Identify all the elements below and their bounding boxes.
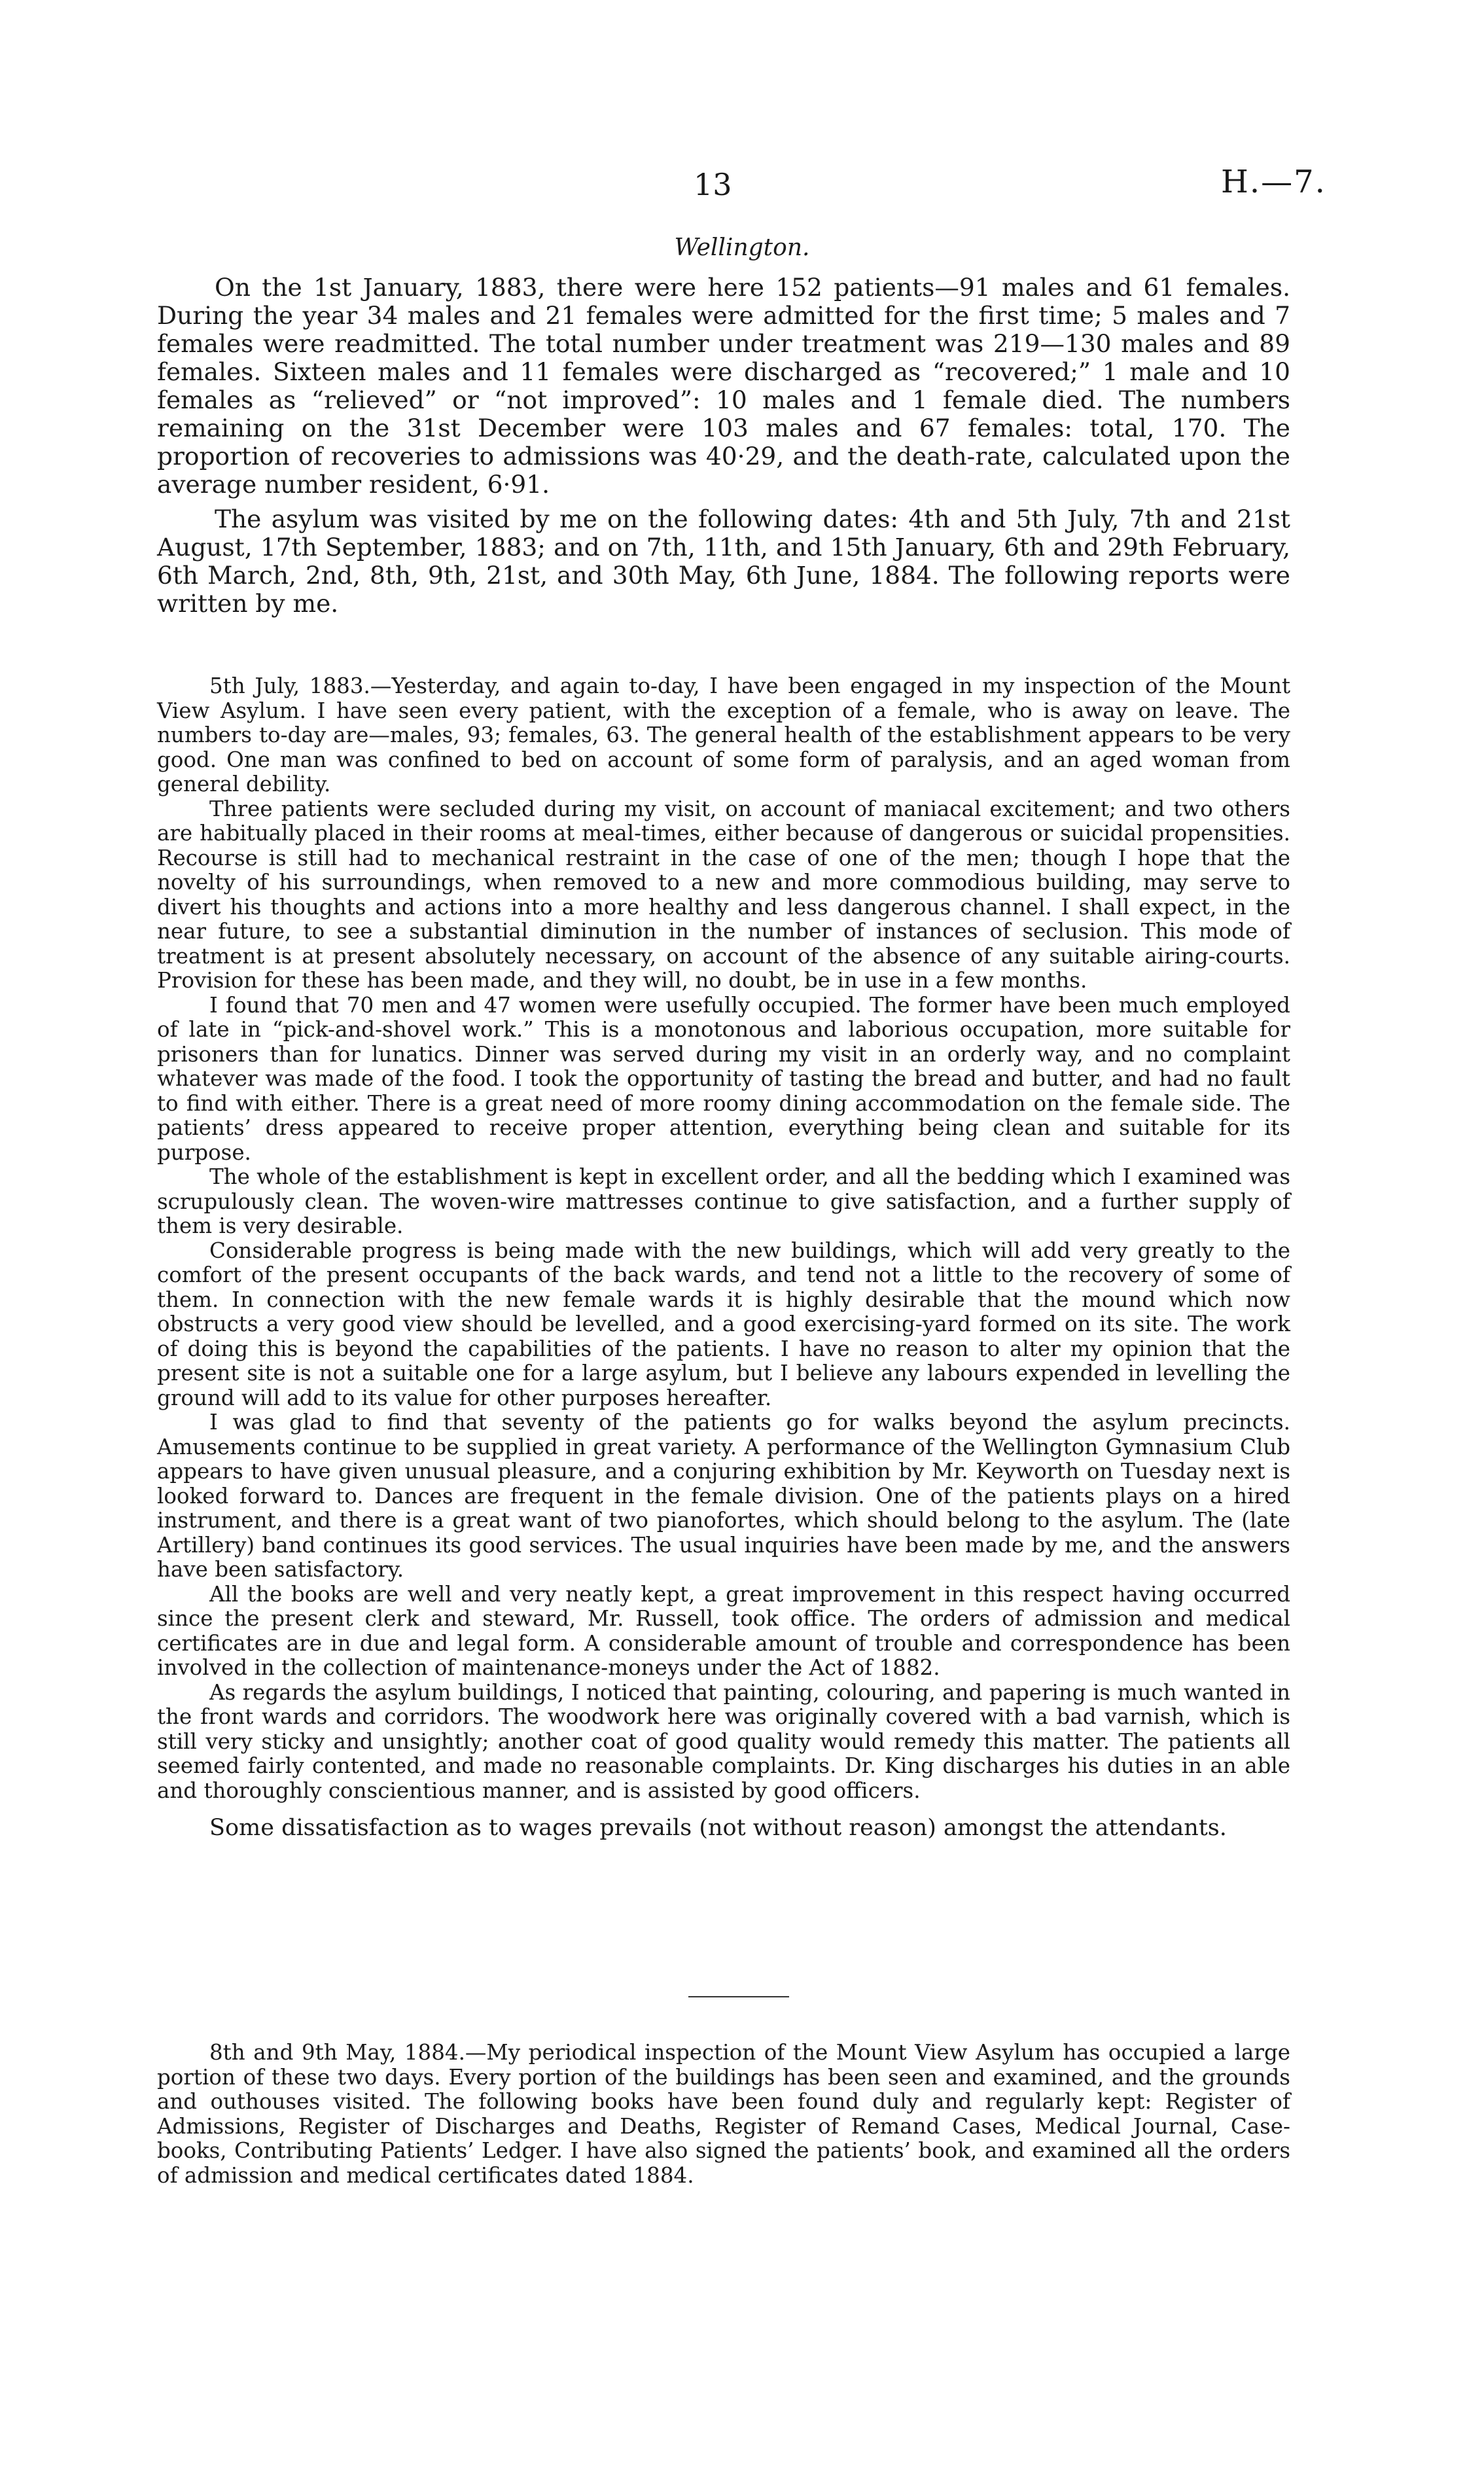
report-may-1884 xyxy=(157,2041,1290,2188)
intro-paragraph-visit-dates: The asylum was visited by me on the following dates: 4th and 5th July, 7th and 21st August, 17th September, 1883; and on 7th, 11th, and 15th January, 6th and 29th February, 6th March, 2nd, 8th, 9th, 21st, and 30th May, 6th June, 1884. The following reports were written by me. xyxy=(157,505,1290,618)
page-number: 13 xyxy=(694,167,732,202)
report-paragraph: 8th and 9th May, 1884.—My periodical inspection of the Mount View Asylum has occupied a large portion of these two days. Every portion of the buildings has been seen and examined, and the grounds and outhouses visited. The following books have been found duly and regularly kept: Register of Admissions, Register of Discharges and Deaths, Register of Remand Cases, Medical Journal, Case-books, Contributing Patients’ Ledger. I have also signed the patients’ book, and examined all the orders of admission and medical certificates dated 1884. xyxy=(157,2040,1290,2188)
section-heading: Wellington. xyxy=(674,234,810,261)
report-paragraph: I was glad to find that seventy of the patients go for walks beyond the asylum precincts. Amusements continue to be supplied in great variety. A performance of the Wellington Gymnasium Club appears to have given unusual pleasure, and a conjuring exhibition by Mr. Keyworth on Tuesday next is looked forward to. Dances are frequent in the female division. One of the patients plays on a hired instrument, and there is a great want of two pianofortes, which should belong to the asylum. The (late Artillery) band continues its good services. The usual inquiries have been made by me, and the answers have been satisfactory. xyxy=(157,1410,1290,1582)
report-closing-note: Some dissatisfaction as to wages prevails (not without reason) amongst the attendants. xyxy=(209,1815,1227,1841)
report-july-1883 xyxy=(157,674,1290,1841)
report-paragraph: All the books are well and very neatly kept, a great improvement in this respect having occurred since the present clerk and steward, Mr. Russell, took office. The orders of admission and medical certificates are in due and legal form. A considerable amount of trouble and correspondence has been involved in the collection of maintenance-moneys under the Act of 1882. xyxy=(157,1581,1290,1680)
report-paragraph: The whole of the establishment is kept in excellent order, and all the bedding which I examined was scrupulously clean. The woven-wire mattresses continue to give satisfaction, and a further supply of them is very desirable. xyxy=(157,1164,1290,1238)
section-divider xyxy=(688,1996,789,1997)
series-code: H.—7. xyxy=(1221,164,1326,200)
report-paragraph: Considerable progress is being made with the new buildings, which will add very greatly to the comfort of the present occupants of the back wards, and tend not a little to the recovery of some of them. In connection with the new female wards it is highly desirable that the mound which now obstructs a very good view should be levelled, and a good exercising-yard formed on its site. The work of doing this is beyond the capabilities of the patients. I have no reason to alter my opinion that the present site is not a suitable one for a large asylum, but I believe any labours expended in levelling the ground will add to its value for other purposes hereafter. xyxy=(157,1238,1290,1410)
report-paragraph: As regards the asylum buildings, I noticed that painting, colouring, and papering is much wanted in the front wards and corridors. The woodwork here was originally covered with a bad varnish, which is still very sticky and unsightly; another coat of good quality would remedy this matter. The patients all seemed fairly contented, and made no reasonable complaints. Dr. King discharges his duties in an able and thoroughly conscientious manner, and is assisted by good officers. xyxy=(157,1679,1290,1803)
report-paragraph: 5th July, 1883.—Yesterday, and again to-day, I have been engaged in my inspection of the Mount View Asylum. I have seen every patient, with the exception of a female, who is away on leave. The numbers to-day are—males, 93; females, 63. The general health of the establishment appears to be very good. One man was confined to bed on account of some form of paralysis, and an aged woman from general debility. xyxy=(157,673,1290,796)
intro-section xyxy=(157,274,1290,618)
report-paragraph: Three patients were secluded during my visit, on account of maniacal excitement; and two others are habitually placed in their rooms at meal-times, either because of dangerous or suicidal propensities. Recourse is still had to mechanical restraint in the case of one of the men; though I hope that the novelty of his surroundings, when removed to a new and more commodious building, may serve to divert his thoughts and actions into a more healthy and less dangerous channel. I shall expect, in the near future, to see a substantial diminution in the number of instances of seclusion. This mode of treatment is at present absolutely necessary, on account of the absence of any suitable airing-courts. Provision for these has been made, and they will, no doubt, be in use in a few months. xyxy=(157,796,1290,993)
intro-paragraph-statistics: On the 1st January, 1883, there were here 152 patients—91 males and 61 females. During the year 34 males and 21 females were admitted for the first time; 5 males and 7 females were readmitted. The total number under treatment was 219—130 males and 89 females. Sixteen males and 11 females were discharged as “recovered;” 1 male and 10 females as “relieved” or “not improved”: 10 males and 1 female died. The numbers remaining on the 31st December were 103 males and 67 females: total, 170. The proportion of recoveries to admissions was 40·29, and the death-rate, calculated upon the average number resident, 6·91. xyxy=(157,273,1290,499)
report-paragraph: I found that 70 men and 47 women were usefully occupied. The former have been much employed of late in “pick-and-shovel work.” This is a monotonous and laborious occupation, more suitable for prisoners than for lunatics. Dinner was served during my visit in an orderly way, and no complaint whatever was made of the food. I took the opportunity of tasting the bread and butter, and had no fault to find with either. There is a great need of more roomy dining accommodation on the female side. The patients’ dress appeared to receive proper attention, everything being clean and suitable for its purpose. xyxy=(157,992,1290,1165)
